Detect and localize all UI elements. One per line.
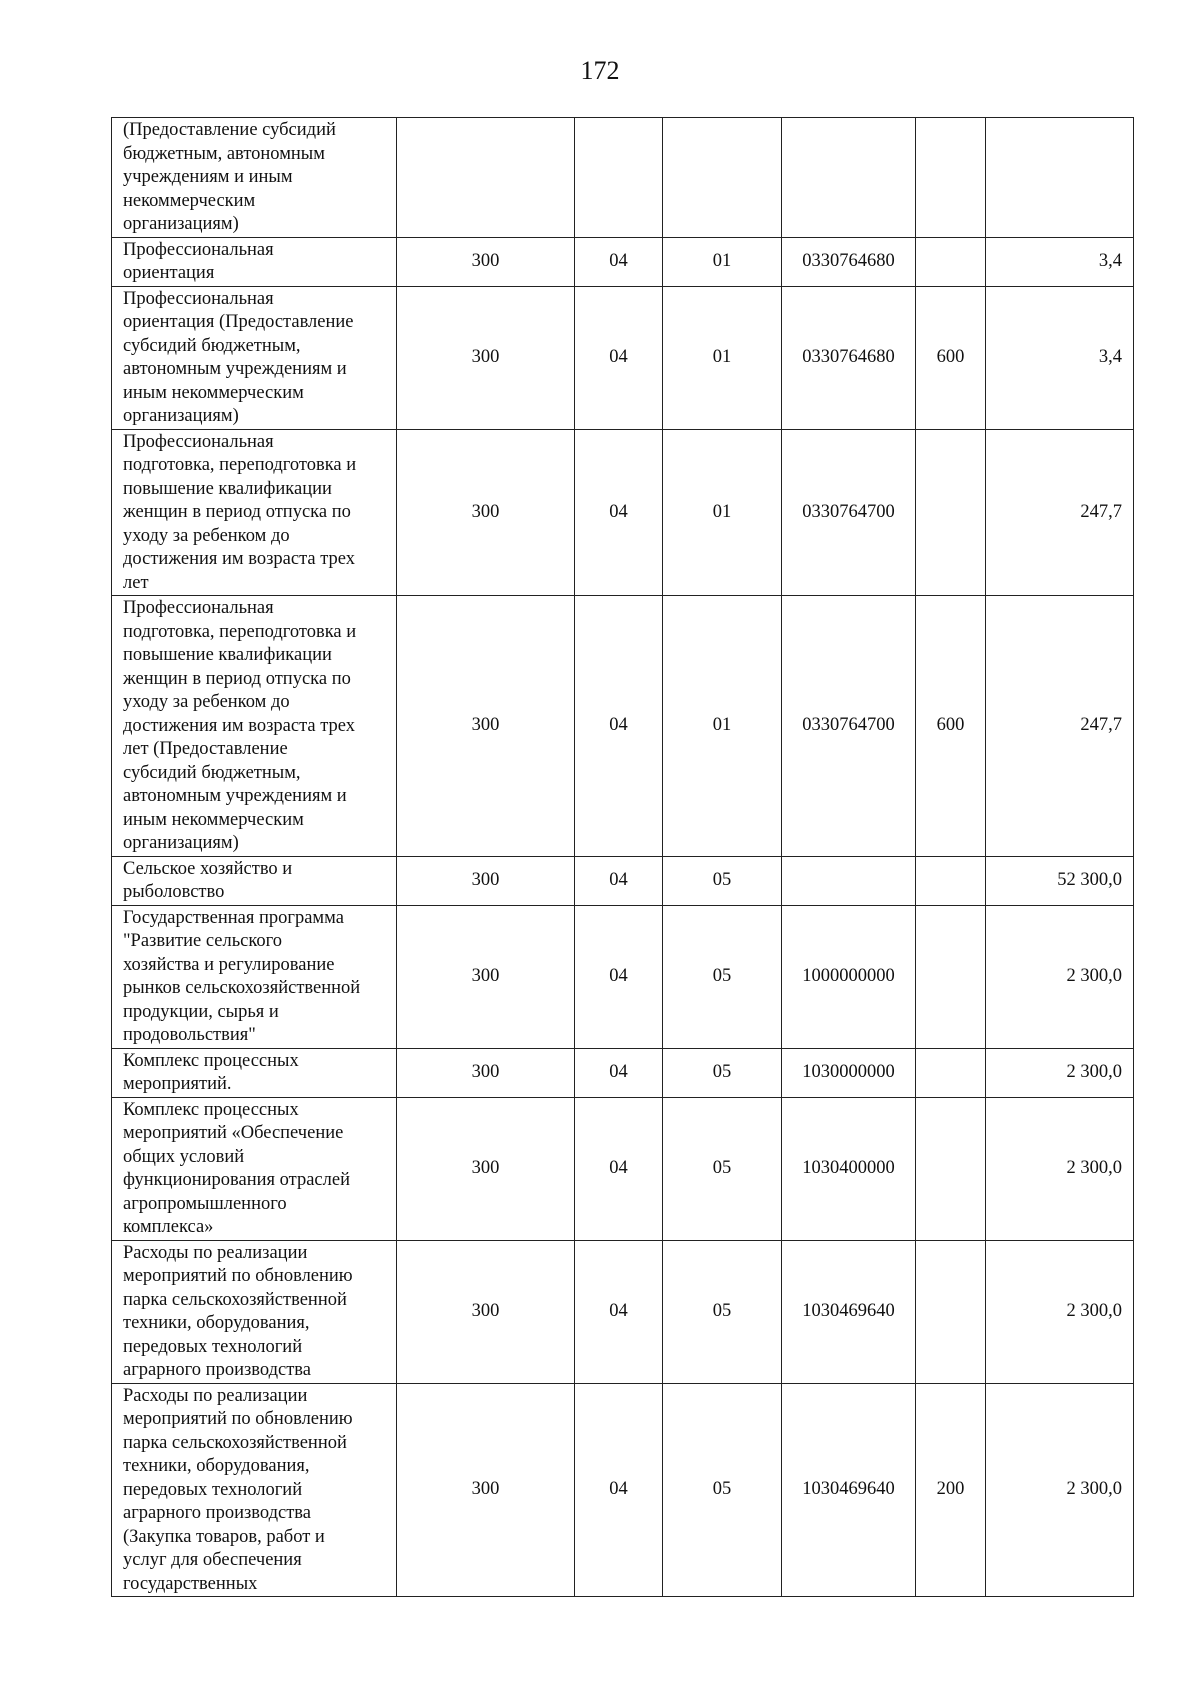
row-name: Комплекс процессных мероприятий. xyxy=(112,1048,397,1097)
section-code: 04 xyxy=(575,905,663,1048)
budget-table xyxy=(111,117,1134,1597)
subsection-code: 05 xyxy=(663,1240,782,1383)
amount: 247,7 xyxy=(986,596,1134,857)
subsection-code: 05 xyxy=(663,1097,782,1240)
amount: 2 300,0 xyxy=(986,1048,1134,1097)
subsection-code: 01 xyxy=(663,596,782,857)
amount: 2 300,0 xyxy=(986,1097,1134,1240)
section-code xyxy=(575,118,663,238)
table-row xyxy=(112,429,1134,596)
target-article: 1030000000 xyxy=(782,1048,916,1097)
table-row xyxy=(112,856,1134,905)
amount: 3,4 xyxy=(986,286,1134,429)
expense-type xyxy=(916,118,986,238)
admin-code: 300 xyxy=(397,1097,575,1240)
row-name: Расходы по реализации мероприятий по обновлению парка сельскохозяйственной техники, оборудования, передовых технологий аграрного производства (Закупка товаров, работ и услуг для обеспечения государственных xyxy=(112,1383,397,1597)
target-article xyxy=(782,118,916,238)
expense-type xyxy=(916,429,986,596)
section-code: 04 xyxy=(575,237,663,286)
expense-type xyxy=(916,905,986,1048)
table-row xyxy=(112,1048,1134,1097)
admin-code: 300 xyxy=(397,1240,575,1383)
table-row xyxy=(112,1240,1134,1383)
expense-type xyxy=(916,1048,986,1097)
target-article: 1030400000 xyxy=(782,1097,916,1240)
target-article xyxy=(782,856,916,905)
table-row xyxy=(112,286,1134,429)
subsection-code: 05 xyxy=(663,905,782,1048)
target-article: 0330764680 xyxy=(782,237,916,286)
section-code: 04 xyxy=(575,596,663,857)
subsection-code: 05 xyxy=(663,1048,782,1097)
subsection-code: 05 xyxy=(663,1383,782,1597)
admin-code: 300 xyxy=(397,905,575,1048)
subsection-code: 01 xyxy=(663,429,782,596)
row-name: Расходы по реализации мероприятий по обновлению парка сельскохозяйственной техники, оборудования, передовых технологий аграрного производства xyxy=(112,1240,397,1383)
amount: 3,4 xyxy=(986,237,1134,286)
expense-type xyxy=(916,856,986,905)
page-number: 172 xyxy=(580,56,620,85)
admin-code: 300 xyxy=(397,237,575,286)
row-name: (Предоставление субсидий бюджетным, автономным учреждениям и иным некоммерческим организациям) xyxy=(112,118,397,238)
admin-code: 300 xyxy=(397,286,575,429)
subsection-code: 01 xyxy=(663,237,782,286)
expense-type: 200 xyxy=(916,1383,986,1597)
target-article: 1030469640 xyxy=(782,1383,916,1597)
table-row xyxy=(112,118,1134,238)
expense-type xyxy=(916,237,986,286)
target-article: 0330764700 xyxy=(782,596,916,857)
expense-type xyxy=(916,1097,986,1240)
amount: 2 300,0 xyxy=(986,1383,1134,1597)
expense-type: 600 xyxy=(916,596,986,857)
amount: 2 300,0 xyxy=(986,1240,1134,1383)
row-name: Сельское хозяйство и рыболовство xyxy=(112,856,397,905)
admin-code: 300 xyxy=(397,856,575,905)
section-code: 04 xyxy=(575,429,663,596)
target-article: 0330764680 xyxy=(782,286,916,429)
row-name: Профессиональная подготовка, переподготовка и повышение квалификации женщин в период отпуска по уходу за ребенком до достижения им возраста трех лет (Предоставление субсидий бюджетным, автономным учреждениям и иным некоммерческим организациям) xyxy=(112,596,397,857)
row-name: Профессиональная подготовка, переподготовка и повышение квалификации женщин в период отпуска по уходу за ребенком до достижения им возраста трех лет xyxy=(112,429,397,596)
row-name: Государственная программа "Развитие сельского хозяйства и регулирование рынков сельскохозяйственной продукции, сырья и продовольствия" xyxy=(112,905,397,1048)
section-code: 04 xyxy=(575,1097,663,1240)
table-row xyxy=(112,1383,1134,1597)
table-row xyxy=(112,905,1134,1048)
section-code: 04 xyxy=(575,856,663,905)
section-code: 04 xyxy=(575,286,663,429)
row-name: Профессиональная ориентация xyxy=(112,237,397,286)
target-article: 1030469640 xyxy=(782,1240,916,1383)
section-code: 04 xyxy=(575,1240,663,1383)
expense-type xyxy=(916,1240,986,1383)
admin-code xyxy=(397,118,575,238)
subsection-code: 01 xyxy=(663,286,782,429)
table-row xyxy=(112,1097,1134,1240)
admin-code: 300 xyxy=(397,1048,575,1097)
subsection-code: 05 xyxy=(663,856,782,905)
amount: 52 300,0 xyxy=(986,856,1134,905)
admin-code: 300 xyxy=(397,596,575,857)
section-code: 04 xyxy=(575,1383,663,1597)
row-name: Комплекс процессных мероприятий «Обеспечение общих условий функционирования отраслей агропромышленного комплекса» xyxy=(112,1097,397,1240)
amount xyxy=(986,118,1134,238)
admin-code: 300 xyxy=(397,1383,575,1597)
table-row xyxy=(112,237,1134,286)
expense-type: 600 xyxy=(916,286,986,429)
table-row xyxy=(112,596,1134,857)
subsection-code xyxy=(663,118,782,238)
amount: 247,7 xyxy=(986,429,1134,596)
section-code: 04 xyxy=(575,1048,663,1097)
admin-code: 300 xyxy=(397,429,575,596)
target-article: 0330764700 xyxy=(782,429,916,596)
amount: 2 300,0 xyxy=(986,905,1134,1048)
row-name: Профессиональная ориентация (Предоставление субсидий бюджетным, автономным учреждениям и иным некоммерческим организациям) xyxy=(112,286,397,429)
target-article: 1000000000 xyxy=(782,905,916,1048)
